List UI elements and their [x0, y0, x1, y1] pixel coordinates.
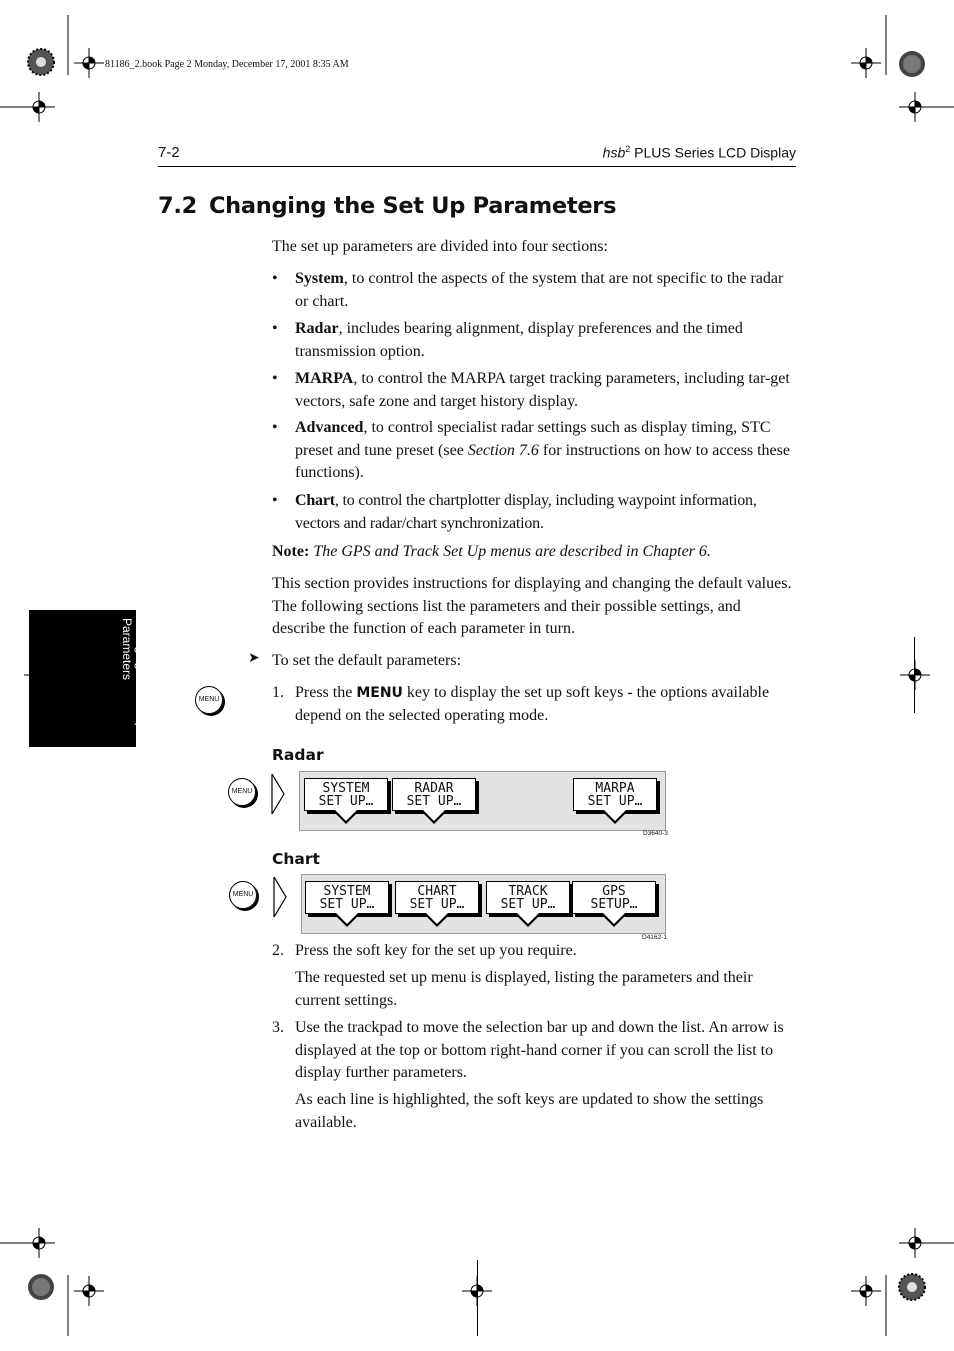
- starburst-icon: [898, 50, 926, 78]
- list-item: • Radar, includes bearing alignment, display preferences and the timed transmission option.: [272, 320, 743, 360]
- crosshair-icon: [900, 1228, 930, 1258]
- bullet-bold: MARPA: [295, 370, 354, 387]
- intro-paragraph: The set up parameters are divided into four sections:: [272, 238, 608, 255]
- radar-softkey-panel: [299, 771, 666, 831]
- step-number: 2.: [272, 942, 284, 959]
- bullet-text: , includes bearing alignment, display preferences and the timed transmission option.: [295, 320, 743, 360]
- list-item: • MARPA, to control the MARPA target tracking parameters, including tar-get vectors, safe zone and target history display.: [272, 370, 790, 410]
- step-number: 3.: [272, 1019, 284, 1036]
- crosshair-icon: [24, 92, 54, 122]
- crosshair-icon: [900, 660, 930, 690]
- step-text: key to display the set up soft keys - the options available depend on the selected operating mode.: [295, 684, 770, 724]
- chart-softkey-panel: [301, 874, 666, 934]
- softkey-line: SET UP…: [587, 794, 643, 809]
- step-2: [272, 940, 796, 963]
- softkey-line: TRACK: [508, 884, 548, 899]
- softkey-track-setup[interactable]: [486, 881, 570, 914]
- step-text: Use the trackpad to move the selection bar up and down the list. An arrow is displayed at the top or bottom right-hand corner if you can scroll the list to display further parameters.: [295, 1019, 784, 1081]
- note-text: The GPS and Track Set Up menus are described in Chapter 6.: [313, 543, 711, 560]
- note: [272, 541, 796, 564]
- bullet-text: , to control the chartplotter display, including waypoint information, vectors and radar/chart synchronization.: [295, 492, 757, 532]
- figure-code: D3640-3: [643, 830, 668, 837]
- figure-code: D4162-1: [642, 934, 667, 941]
- product-italic: hsb: [602, 144, 626, 161]
- bullet-bold: Radar: [295, 320, 339, 337]
- section-reference: Section 7.6: [467, 441, 539, 459]
- starburst-icon: [27, 48, 55, 76]
- running-header: [603, 144, 796, 161]
- section-title-text: Changing the Set Up Parameters: [208, 193, 617, 219]
- bullet-bold: Chart: [295, 492, 335, 509]
- chevron-right-icon: [270, 772, 286, 816]
- procedure-arrow-icon: ➤: [248, 651, 260, 666]
- header-rule: [158, 166, 796, 167]
- menu-key-icon: MENU: [229, 881, 257, 909]
- softkey-line: GPS: [602, 884, 626, 899]
- softkey-chart-setup[interactable]: [395, 881, 479, 914]
- step-text: Press the soft key for the set up you require.: [295, 942, 577, 959]
- chevron-right-icon: [272, 875, 288, 919]
- softkey-radar-setup[interactable]: [392, 778, 476, 811]
- softkey-line: SET UP…: [319, 897, 375, 912]
- crop-line: [477, 1260, 478, 1336]
- menu-key-icon: MENU: [228, 778, 256, 806]
- menu-key-label: MENU: [356, 685, 403, 701]
- step-number: 1.: [272, 684, 284, 701]
- crosshair-icon: [851, 1276, 881, 1306]
- starburst-icon: [898, 1273, 926, 1301]
- crosshair-icon: [900, 92, 930, 122]
- softkey-line: SET UP…: [409, 897, 465, 912]
- softkey-line: SYSTEM: [323, 884, 371, 899]
- bullet-bold: Advanced: [295, 419, 364, 436]
- crop-line: [914, 637, 915, 713]
- softkey-marpa-setup[interactable]: [573, 778, 657, 811]
- softkey-gps-setup[interactable]: [572, 881, 656, 914]
- description-paragraph: This section provides instructions for displaying and changing the default values. The following sections list the parameters and their possible settings, and describe the function of each parameter in turn.: [272, 575, 792, 637]
- procedure-title: To set the default parameters:: [272, 652, 462, 669]
- step-3-result: As each line is highlighted, the soft keys are updated to show the settings available.: [295, 1091, 764, 1131]
- menu-key-icon: MENU: [195, 686, 223, 714]
- crosshair-icon: [74, 48, 104, 78]
- step-2-result: The requested set up menu is displayed, listing the parameters and their current settings.: [295, 969, 753, 1009]
- crosshair-icon: [851, 48, 881, 78]
- step-text: Press the: [295, 684, 357, 701]
- softkey-line: SET UP…: [500, 897, 556, 912]
- step-1: [272, 682, 796, 727]
- section-number: 7.2: [158, 193, 197, 219]
- starburst-icon: [27, 1273, 55, 1301]
- book-line: 81186_2.book Page 2 Monday, December 17, 2001 8:35 AM: [105, 59, 349, 70]
- softkey-system-setup[interactable]: [305, 881, 389, 914]
- list-item: • System, to control the aspects of the system that are not specific to the radar or chart.: [272, 270, 784, 310]
- bullet-text: , to control the aspects of the system that are not specific to the radar or chart.: [295, 270, 784, 310]
- softkey-line: SETUP…: [590, 897, 638, 912]
- crosshair-icon: [74, 1276, 104, 1306]
- softkey-line: SET UP…: [318, 794, 374, 809]
- softkey-system-setup[interactable]: [304, 778, 388, 811]
- softkey-line: CHART: [417, 884, 457, 899]
- bullet-bold: System: [295, 270, 344, 287]
- note-label: Note:: [272, 543, 310, 560]
- bullet-text: , to control the MARPA target tracking parameters, including tar-get vectors, safe zone and target history display.: [295, 370, 790, 410]
- softkey-line: RADAR: [414, 781, 454, 796]
- bullet-text: , to control specialist radar settings such as display timing, STC preset and tune preset (see: [295, 419, 771, 459]
- softkey-line: SET UP…: [406, 794, 462, 809]
- product-sup: 2: [625, 144, 631, 154]
- step-3: [272, 1017, 796, 1085]
- page-number: 7-2: [158, 144, 180, 161]
- list-item: • Advanced, to control specialist radar settings such as display timing, STC preset and tune preset (see Section 7.6 for instructions on how to access these functions).: [272, 419, 790, 481]
- crosshair-icon: [24, 1228, 54, 1258]
- list-item: • Chart, to control the chartplotter display, including waypoint information, vectors and radar/chart synchronization.: [272, 492, 757, 532]
- bullet-text: for instructions on how to access these functions).: [295, 441, 790, 481]
- softkey-line: MARPA: [595, 781, 635, 796]
- softkey-line: SYSTEM: [322, 781, 370, 796]
- product-rest: PLUS Series LCD Display: [630, 144, 796, 161]
- chart-heading: Chart: [272, 850, 320, 868]
- side-tab-label: Changing the Set Up Parameters: [120, 618, 148, 730]
- section-title: [158, 193, 616, 219]
- radar-heading: Radar: [272, 746, 324, 764]
